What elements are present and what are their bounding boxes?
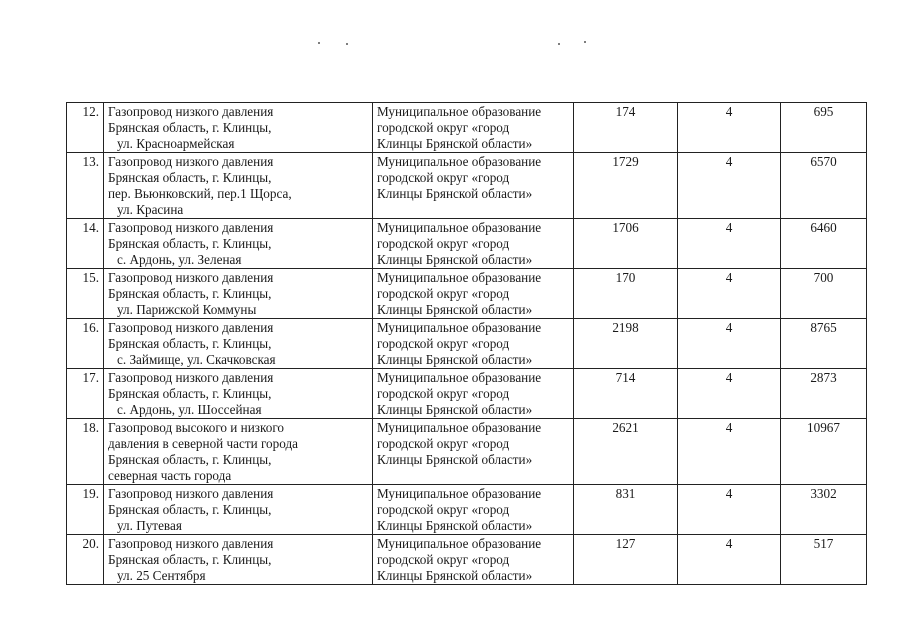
owner-line: Муниципальное образование — [377, 220, 542, 235]
row-number-cell: 13. — [67, 153, 104, 219]
length-cell: 170 — [574, 269, 678, 319]
value-cell: 6570 — [781, 153, 867, 219]
table-row — [67, 269, 867, 319]
scan-specks — [0, 41, 905, 47]
scan-speck — [558, 43, 560, 45]
category-cell: 4 — [678, 419, 781, 485]
object-name-line: Газопровод низкого давления — [108, 486, 274, 501]
table-row — [67, 103, 867, 153]
owner-cell — [373, 419, 574, 485]
owner-line: городской округ «город — [377, 502, 510, 517]
owner-line: городской округ «город — [377, 236, 510, 251]
owner-line: городской округ «город — [377, 336, 510, 351]
row-number-cell: 19. — [67, 485, 104, 535]
object-name-line: с. Займище, ул. Скачковская — [117, 352, 276, 367]
row-number-cell: 12. — [67, 103, 104, 153]
owner-line: Клинцы Брянской области» — [377, 518, 533, 533]
table-row — [67, 319, 867, 369]
owner-cell — [373, 103, 574, 153]
owner-line: Клинцы Брянской области» — [377, 452, 533, 467]
object-name-line: Газопровод низкого давления — [108, 270, 274, 285]
category-cell: 4 — [678, 485, 781, 535]
object-name-cell — [104, 419, 373, 485]
category-cell: 4 — [678, 153, 781, 219]
value-cell: 2873 — [781, 369, 867, 419]
object-name-line: Газопровод высокого и низкого — [108, 420, 284, 435]
object-name-line: Брянская область, г. Клинцы, — [108, 552, 272, 567]
scan-speck — [346, 43, 348, 45]
table-row — [67, 219, 867, 269]
object-name-line: Брянская область, г. Клинцы, — [108, 170, 272, 185]
object-name-line: ул. Красина — [117, 202, 184, 217]
owner-line: городской округ «город — [377, 386, 510, 401]
length-cell: 2621 — [574, 419, 678, 485]
object-name-line: Газопровод низкого давления — [108, 154, 274, 169]
category-cell: 4 — [678, 319, 781, 369]
owner-line: Муниципальное образование — [377, 536, 542, 551]
row-number-cell: 18. — [67, 419, 104, 485]
object-name-line: Брянская область, г. Клинцы, — [108, 452, 272, 467]
owner-line: Клинцы Брянской области» — [377, 252, 533, 267]
row-number-cell: 20. — [67, 535, 104, 585]
object-name-cell — [104, 153, 373, 219]
object-name-line: ул. Красноармейская — [117, 136, 235, 151]
category-cell: 4 — [678, 269, 781, 319]
scan-speck — [318, 42, 320, 44]
length-cell: 831 — [574, 485, 678, 535]
owner-line: городской округ «город — [377, 552, 510, 567]
length-cell: 1729 — [574, 153, 678, 219]
object-name-line: Брянская область, г. Клинцы, — [108, 502, 272, 517]
length-cell: 174 — [574, 103, 678, 153]
object-name-line: с. Ардонь, ул. Зеленая — [117, 252, 242, 267]
object-name-line: Газопровод низкого давления — [108, 320, 274, 335]
category-cell: 4 — [678, 369, 781, 419]
object-name-cell — [104, 103, 373, 153]
value-cell: 700 — [781, 269, 867, 319]
owner-line: городской округ «город — [377, 170, 510, 185]
owner-cell — [373, 153, 574, 219]
owner-line: Муниципальное образование — [377, 320, 542, 335]
object-name-cell — [104, 535, 373, 585]
table-row — [67, 485, 867, 535]
value-cell: 6460 — [781, 219, 867, 269]
length-cell: 1706 — [574, 219, 678, 269]
owner-line: Муниципальное образование — [377, 270, 542, 285]
object-name-cell — [104, 219, 373, 269]
value-cell: 8765 — [781, 319, 867, 369]
object-name-line: Брянская область, г. Клинцы, — [108, 120, 272, 135]
object-name-cell — [104, 319, 373, 369]
owner-line: Муниципальное образование — [377, 420, 542, 435]
object-name-line: Брянская область, г. Клинцы, — [108, 386, 272, 401]
owner-line: городской округ «город — [377, 436, 510, 451]
owner-line: Клинцы Брянской области» — [377, 302, 533, 317]
table-body — [67, 103, 867, 585]
object-name-cell — [104, 269, 373, 319]
object-name-line: пер. Вьюнковский, пер.1 Щорса, — [108, 186, 292, 201]
object-name-line: с. Ардонь, ул. Шоссейная — [117, 402, 262, 417]
owner-line: Клинцы Брянской области» — [377, 402, 533, 417]
owner-line: Муниципальное образование — [377, 154, 542, 169]
object-name-line: Брянская область, г. Клинцы, — [108, 236, 272, 251]
row-number-cell: 17. — [67, 369, 104, 419]
owner-cell — [373, 219, 574, 269]
row-number-cell: 15. — [67, 269, 104, 319]
value-cell: 695 — [781, 103, 867, 153]
owner-line: Клинцы Брянской области» — [377, 352, 533, 367]
table-row — [67, 535, 867, 585]
table-row — [67, 419, 867, 485]
object-name-line: северная часть города — [108, 468, 232, 483]
value-cell: 517 — [781, 535, 867, 585]
owner-line: Клинцы Брянской области» — [377, 186, 533, 201]
owner-cell — [373, 269, 574, 319]
owner-cell — [373, 369, 574, 419]
owner-line: Муниципальное образование — [377, 104, 542, 119]
object-name-line: ул. Парижской Коммуны — [117, 302, 257, 317]
object-name-line: Газопровод низкого давления — [108, 536, 274, 551]
object-name-line: Газопровод низкого давления — [108, 220, 274, 235]
length-cell: 714 — [574, 369, 678, 419]
category-cell: 4 — [678, 535, 781, 585]
object-name-line: ул. Путевая — [117, 518, 182, 533]
object-name-line: Брянская область, г. Клинцы, — [108, 336, 272, 351]
owner-line: Клинцы Брянской области» — [377, 136, 533, 151]
table-row — [67, 153, 867, 219]
category-cell: 4 — [678, 219, 781, 269]
object-name-line: Газопровод низкого давления — [108, 104, 274, 119]
object-name-line: давления в северной части города — [108, 436, 299, 451]
owner-line: Муниципальное образование — [377, 486, 542, 501]
object-name-line: Брянская область, г. Клинцы, — [108, 286, 272, 301]
category-cell: 4 — [678, 103, 781, 153]
object-name-cell — [104, 485, 373, 535]
value-cell: 3302 — [781, 485, 867, 535]
owner-line: Клинцы Брянской области» — [377, 568, 533, 583]
value-cell: 10967 — [781, 419, 867, 485]
owner-line: городской округ «город — [377, 120, 510, 135]
owner-line: городской округ «город — [377, 286, 510, 301]
gas-pipeline-registry-table — [66, 102, 867, 585]
length-cell: 127 — [574, 535, 678, 585]
owner-cell — [373, 319, 574, 369]
table-row — [67, 369, 867, 419]
object-name-cell — [104, 369, 373, 419]
object-name-line: Газопровод низкого давления — [108, 370, 274, 385]
owner-cell — [373, 485, 574, 535]
row-number-cell: 16. — [67, 319, 104, 369]
scan-speck — [584, 41, 586, 43]
row-number-cell: 14. — [67, 219, 104, 269]
object-name-line: ул. 25 Сентября — [117, 568, 206, 583]
owner-line: Муниципальное образование — [377, 370, 542, 385]
length-cell: 2198 — [574, 319, 678, 369]
owner-cell — [373, 535, 574, 585]
